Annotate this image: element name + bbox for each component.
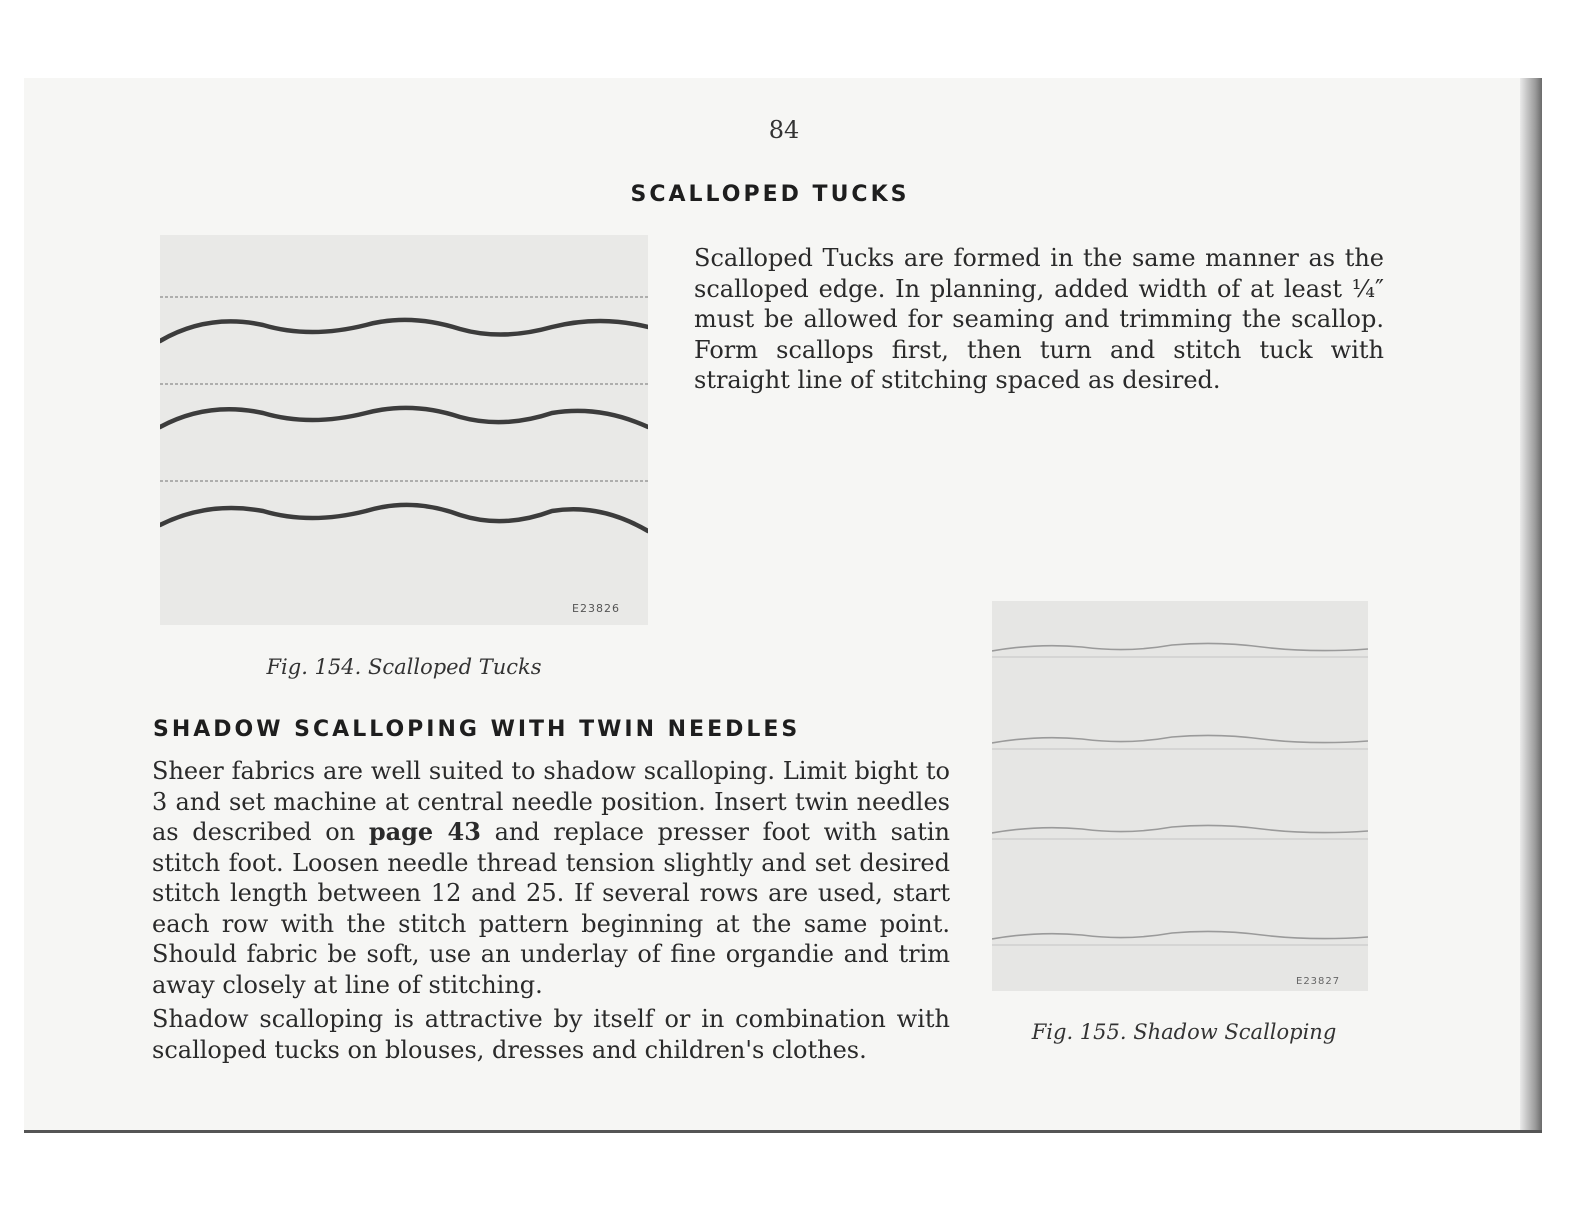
figure-155-image (992, 601, 1368, 991)
page-reference: page 43 (368, 817, 481, 846)
book-spine (1520, 78, 1542, 1130)
figure-155-caption: Fig. 155. Shadow Scalloping (1031, 1020, 1337, 1044)
figure-154-caption: Fig. 154. Scalloped Tucks (266, 655, 542, 679)
shadow-scalloping-paragraph (152, 756, 950, 1000)
figure-155-plate-code: E23827 (1296, 976, 1341, 987)
book-page (24, 78, 1542, 1133)
figure-154-plate-code: E23826 (572, 602, 620, 615)
shadow-scalloping-combination-paragraph: Shadow scalloping is attractive by itself or in combination with scalloped tucks on blouses, dresses and children's clothes. (152, 1005, 950, 1064)
section-heading-scalloped-tucks: SCALLOPED TUCKS (630, 182, 910, 207)
figure-154-image (160, 235, 648, 625)
page-number: 84 (768, 116, 800, 144)
scalloped-tucks-paragraph: Scalloped Tucks are formed in the same manner as the scalloped edge. In planning, added width of at least ¼″ must be allowed for seaming and trimming the scallop. Form scallops first, then turn and stitch tuck with straight line of stitching spaced as desired. (694, 244, 1384, 394)
paragraph-text-start: Sheer fabrics are well suited to shadow scalloping. Limit bight to 3 and set machine at central needle position. Insert twin needles as described on (152, 757, 950, 846)
section-heading-shadow-scalloping: SHADOW SCALLOPING WITH TWIN NEEDLES (153, 717, 801, 742)
paragraph-text-end: and replace presser foot with satin stitch foot. Loosen needle thread tension slightly and set desired stitch length between 12 and 25. If several rows are used, start each row with the stitch pattern beginning at the same point. Should fabric be soft, use an underlay of fine organdie and trim away closely at line of stitching. (152, 818, 950, 999)
